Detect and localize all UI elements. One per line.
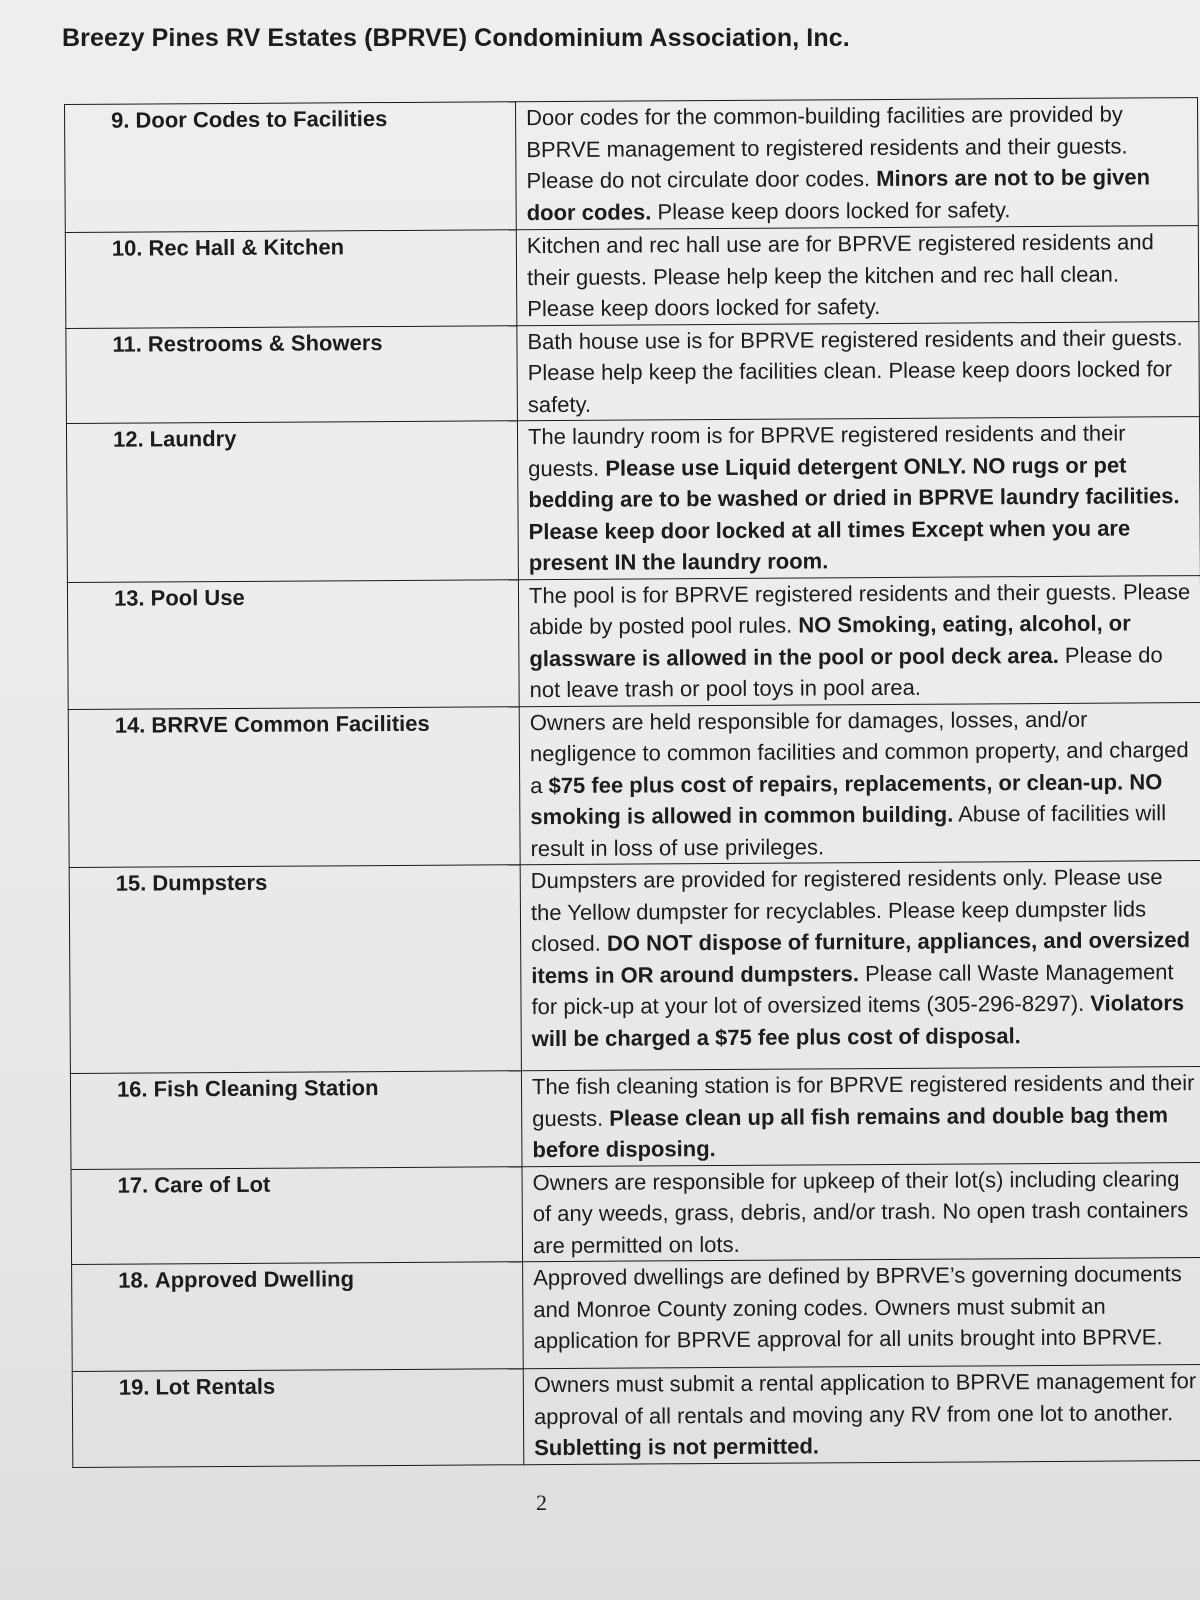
rule-text-cell [523, 1365, 1200, 1465]
rule-topic-cell [72, 1369, 524, 1467]
rules-table [64, 97, 1200, 1467]
rule-topic: Door Codes to Facilities [135, 106, 388, 133]
rule-topic: Pool Use [150, 584, 245, 610]
rule-topic: Dumpsters [152, 869, 268, 896]
rule-number: 17. [117, 1172, 149, 1198]
rule-number: 16. [116, 1076, 148, 1102]
rule-text: Owners are responsible for upkeep of their lot(s) including clearing of any weeds, grass, debris, and/or trash. No open trash containers are permitted on lots. [532, 1165, 1189, 1258]
rule-text-cell [518, 575, 1200, 706]
rule-row [71, 1162, 1200, 1264]
rule-text: Approved dwellings are defined by BPRVE’s governing documents and Monroe County zoning codes. Owners must submit an application for BPRVE approval for all units brought into BPRVE. [533, 1261, 1182, 1354]
rule-text-cell [520, 861, 1200, 1071]
rule-topic-cell [70, 1071, 522, 1169]
rule-topic: Restrooms & Showers [147, 329, 383, 356]
page-number: 2 [536, 1490, 547, 1515]
rule-number: 19. [118, 1374, 150, 1400]
rule-row [65, 226, 1199, 328]
rule-text-bold: Subletting is not permitted. [534, 1433, 820, 1461]
rule-text-cell [517, 417, 1200, 580]
rule-text: The fish cleaning station is for BPRVE registered residents and their guests. [531, 1070, 1195, 1131]
rule-row [65, 98, 1199, 233]
rule-text-bold: Please clean up all fish remains and double bag them before disposing. [532, 1101, 1169, 1163]
rule-topic: Rec Hall & Kitchen [148, 234, 345, 261]
rule-text: The pool is for BPRVE registered residents and their guests. Please abide by posted pool rules. [528, 578, 1191, 640]
rule-number: 12. [112, 426, 144, 452]
rule-topic-cell [71, 1166, 523, 1264]
page-header-title: Breezy Pines RV Estates (BPRVE) Condominium Association, Inc. [62, 24, 850, 52]
rule-text-bold: $75 fee plus cost of repairs, replacements, or clean-up. NO smoking is allowed in common building. [530, 768, 1163, 830]
rule-text-bold: Minors are not to be given door codes. [526, 164, 1151, 225]
rule-text-bold: DO NOT dispose of furniture, appliances, and oversized items in OR around dumpsters. [531, 927, 1191, 988]
rule-text-bold: NO Smoking, eating, alcohol, or glassware is allowed in the pool or pool deck area. [529, 610, 1131, 671]
rule-text: Dumpsters are provided for registered residents only. Please use the Yellow dumpster for recyclables. Please keep dumpster lids closed. [530, 864, 1163, 957]
rule-number: 11. [112, 331, 142, 357]
rule-number: 9. [111, 107, 130, 133]
rule-text: Door codes for the common-building facilities are provided by BPRVE management to registered residents and their guests. Please do not circulate door codes. [526, 101, 1128, 194]
rule-topic-cell [66, 325, 518, 423]
rule-text: Abuse of facilities will result in loss of use privileges. [530, 800, 1167, 861]
rule-row [69, 861, 1200, 1074]
rule-text-cell [522, 1162, 1200, 1262]
rule-row [72, 1258, 1200, 1372]
rule-number: 18. [118, 1267, 149, 1293]
rule-text-bold: Please use Liquid detergent ONLY. NO rugs or pet bedding are to be washed or dried in BPRVE laundry facilities. Please keep door locked at all times Except when you are present IN the laundry room. [528, 452, 1180, 576]
rule-number: 15. [115, 870, 147, 896]
rule-topic: Lot Rentals [155, 1373, 276, 1400]
rule-topic-cell [65, 102, 517, 233]
rule-row [70, 1067, 1200, 1169]
rule-topic: BRRVE Common Facilities [151, 710, 430, 737]
rule-text: The laundry room is for BPRVE registered residents and their guests. [527, 420, 1126, 481]
rule-text-cell [521, 1067, 1200, 1167]
rule-text: Owners are held responsible for damages, losses, and/or negligence to common facilities and common property, and charged a [529, 706, 1189, 798]
rule-text-cell [517, 321, 1200, 421]
rule-topic-cell [66, 421, 518, 582]
rule-row [68, 702, 1200, 867]
rule-text: Owners must submit a rental application to BPRVE management for approval of all rentals and moving any RV from one lot to another. [533, 1368, 1197, 1429]
rules-table-body [65, 98, 1200, 1467]
rule-topic-cell [67, 579, 519, 709]
rule-topic: Laundry [149, 425, 237, 452]
rule-text-cell [516, 226, 1199, 326]
rule-text: Bath house use is for BPRVE registered residents and their guests. Please help keep the facilities clean. Please keep doors locked for safety. [527, 324, 1183, 417]
rule-topic: Approved Dwelling [154, 1266, 355, 1293]
rule-number: 13. [113, 585, 145, 611]
rule-text: Please keep doors locked for safety. [651, 196, 1011, 224]
rule-row [66, 417, 1200, 582]
rule-topic-cell [69, 865, 521, 1074]
rule-text-bold: Violators will be charged a $75 fee plus cost of disposal. [531, 990, 1185, 1051]
rule-text: Please do not leave trash or pool toys in pool area. [529, 641, 1163, 703]
rule-topic: Care of Lot [154, 1171, 271, 1197]
rule-topic-cell [65, 230, 517, 328]
rule-topic-cell [72, 1262, 524, 1372]
rule-topic: Fish Cleaning Station [153, 1075, 379, 1102]
rule-row [67, 575, 1200, 709]
rule-text: Please call Waste Management for pick-up at your lot of oversized items (305-296-8297). [531, 958, 1174, 1020]
rule-row [66, 321, 1200, 423]
rule-number: 14. [114, 712, 146, 738]
rule-text: Kitchen and rec hall use are for BPRVE registered residents and their guests. Please help keep the kitchen and rec hall clean. Please keep doors locked for safety. [526, 229, 1154, 322]
rule-row [72, 1365, 1200, 1467]
rule-text-cell [523, 1258, 1200, 1369]
rule-number: 10. [111, 235, 143, 261]
rule-topic-cell [68, 706, 520, 867]
rule-text-cell [519, 702, 1200, 865]
rule-text-cell [515, 98, 1198, 230]
